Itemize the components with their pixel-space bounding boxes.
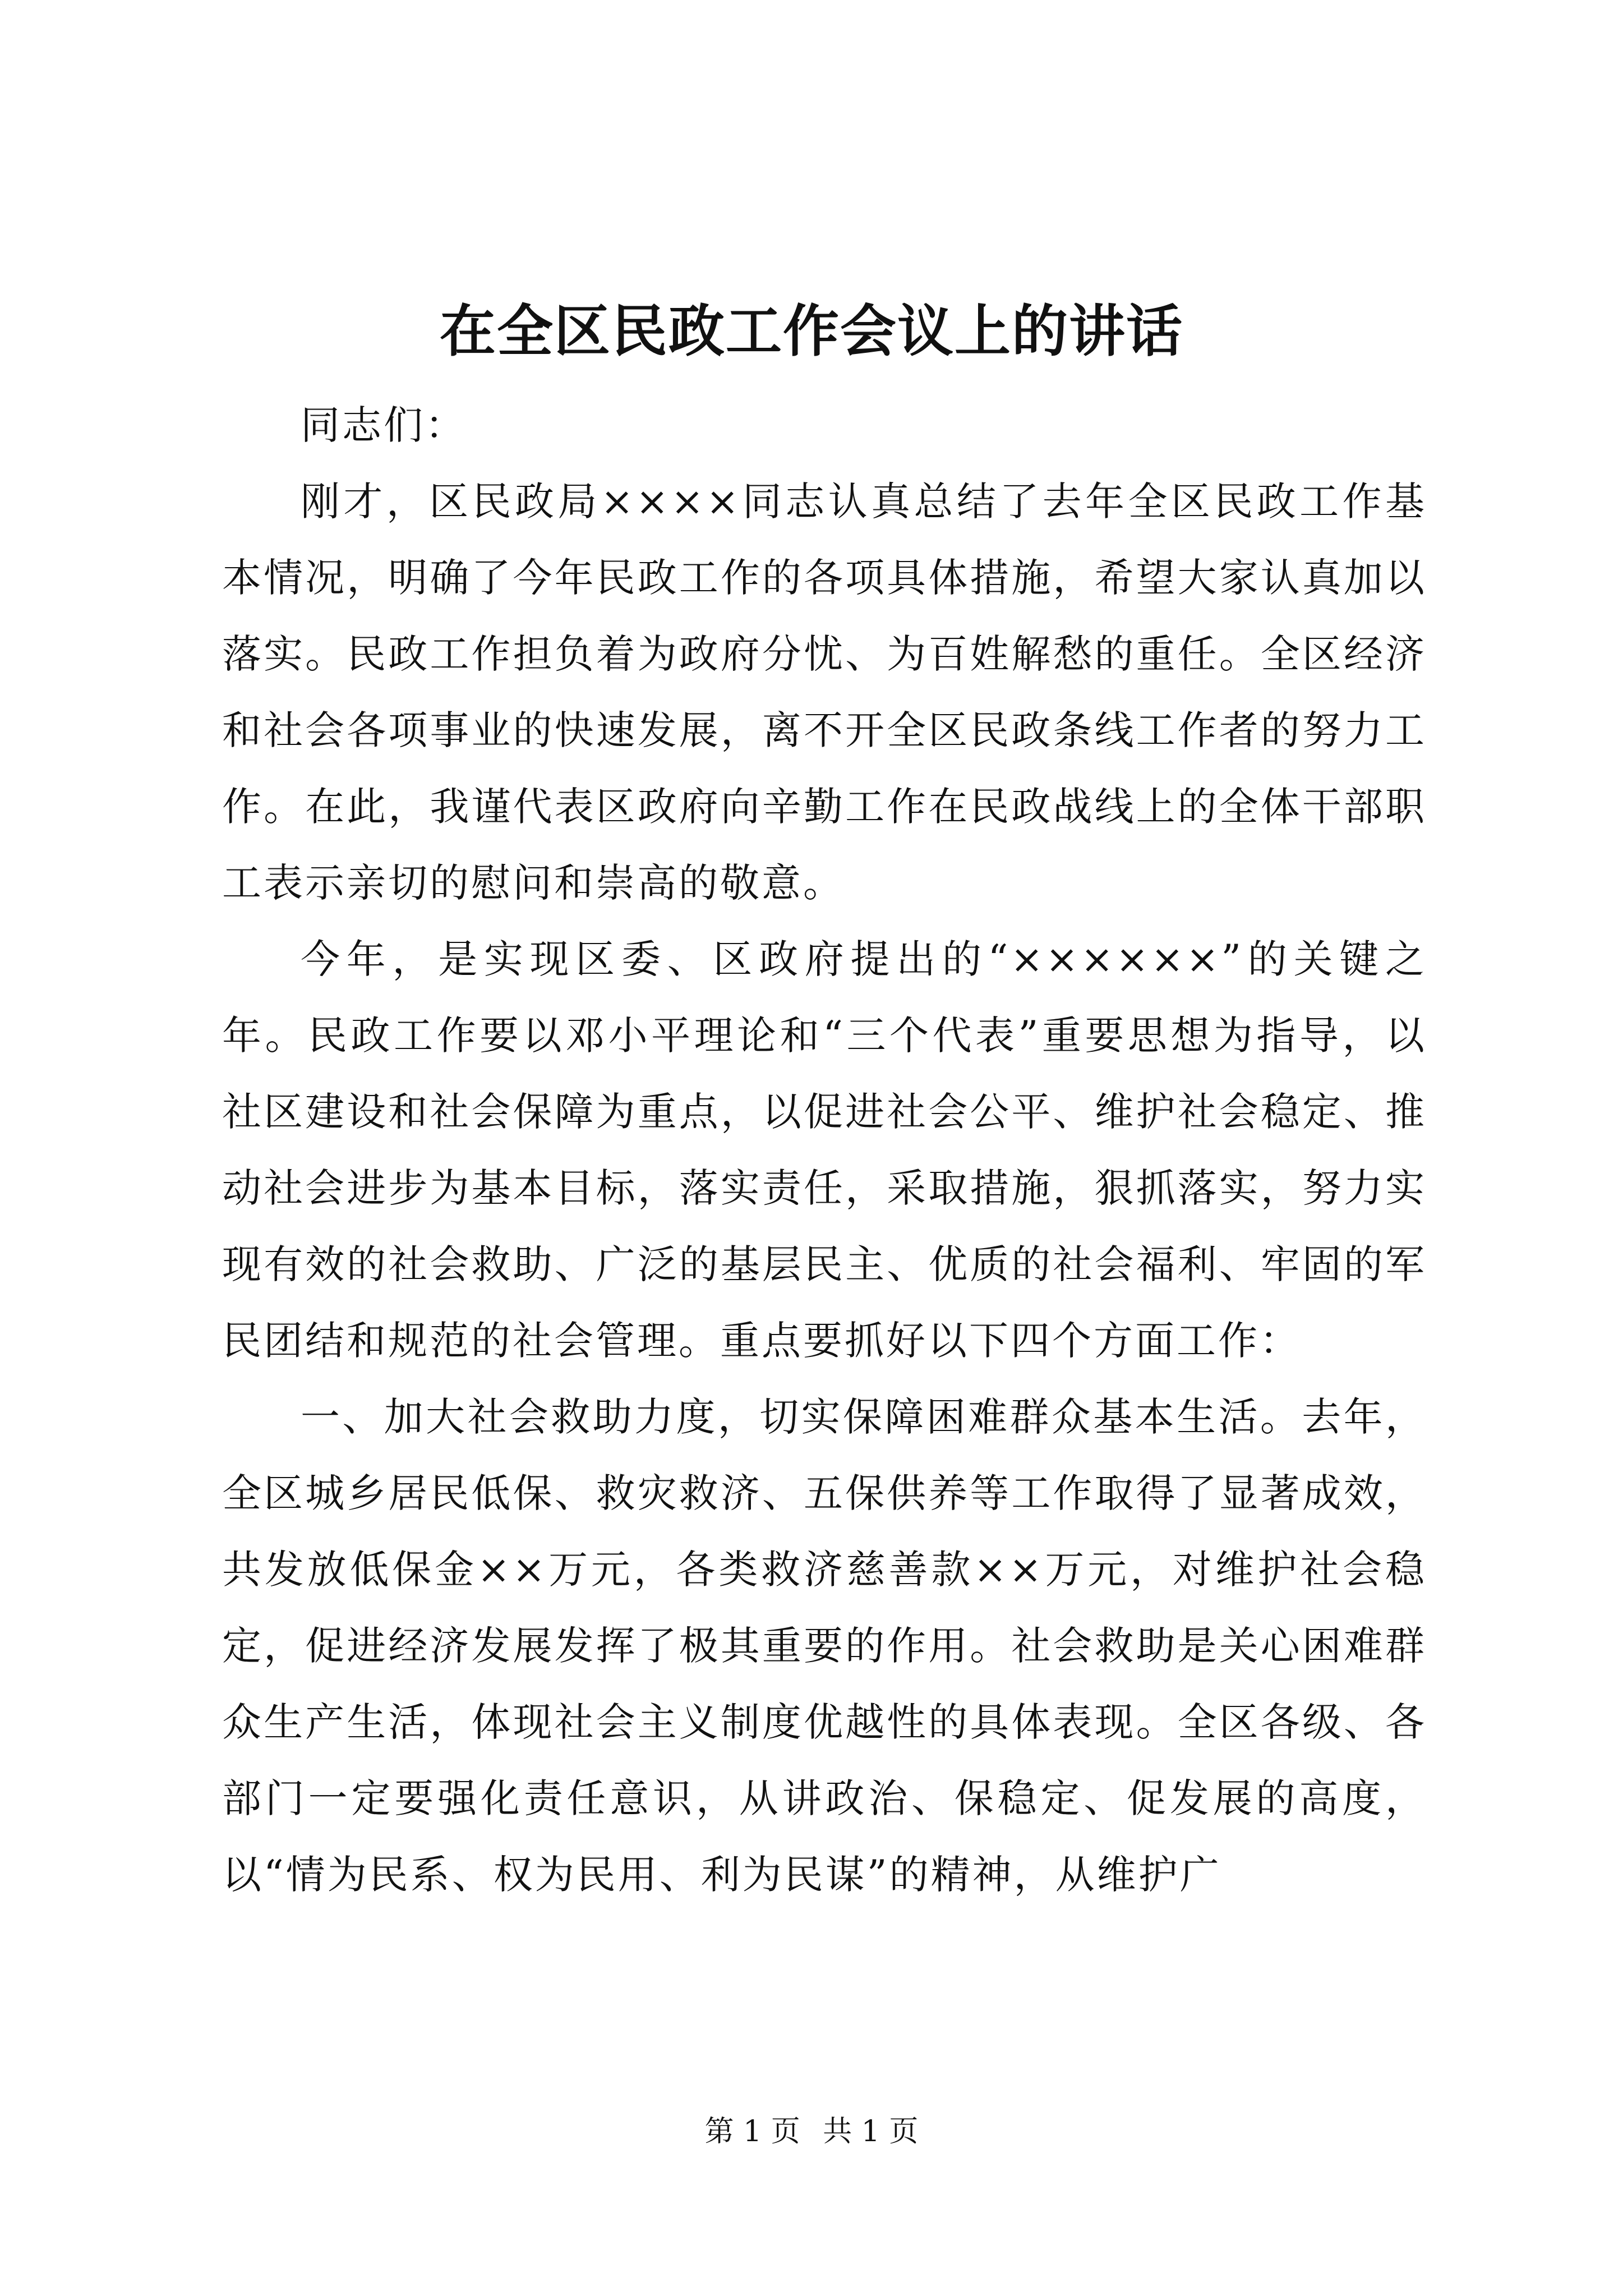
paragraph-salutation: 同志们： [301,402,467,448]
paragraph-intro: 刚才，区民政局××××同志认真总结了去年全区民政工作基本情况，明确了今年民政工作的各项具体措施，希望大家认真加以落实。民政工作担负着为政府分忧、为百姓解愁的重任。全区经济和社会各项事业的快速发展，离不开全区民政条线工作者的努力工作。在此，我谨代表区政府向辛勤工作在民政战线上的全体干部职工表示亲切的慰问和崇高的敬意。 [222,478,1427,906]
document-body [222,387,1427,1913]
paragraph-section-one: 一、加大社会救助力度，切实保障困难群众基本生活。去年，全区城乡居民低保、救灾救济、五保供养等工作取得了显著成效，共发放低保金××万元，各类救济慈善款××万元，对维护社会稳定，促进经济发展发挥了极其重要的作用。社会救助是关心困难群众生产生活，体现社会主义制度优越性的具体表现。全区各级、各部门一定要强化责任意识，从讲政治、保稳定、促发展的高度，以“情为民系、权为民用、利为民谋”的精神，从维护广 [222,1394,1427,1898]
paragraph-this-year: 今年，是实现区委、区政府提出的“××××××”的关键之年。民政工作要以邓小平理论和“三个代表”重要思想为指导，以社区建设和社会保障为重点，以促进社会公平、维护社会稳定、推动社会进步为基本目标，落实责任，采取措施，狠抓落实，努力实现有效的社会救助、广泛的基层民主、优质的社会福利、牢固的军民团结和规范的社会管理。重点要抓好以下四个方面工作： [222,936,1427,1364]
document-title: 在全区民政工作会议上的讲话 [440,298,1183,364]
page-number: 第 1 页 [704,2115,800,2148]
page-total: 共 1 页 [823,2115,919,2148]
page-footer [0,2109,1623,2154]
